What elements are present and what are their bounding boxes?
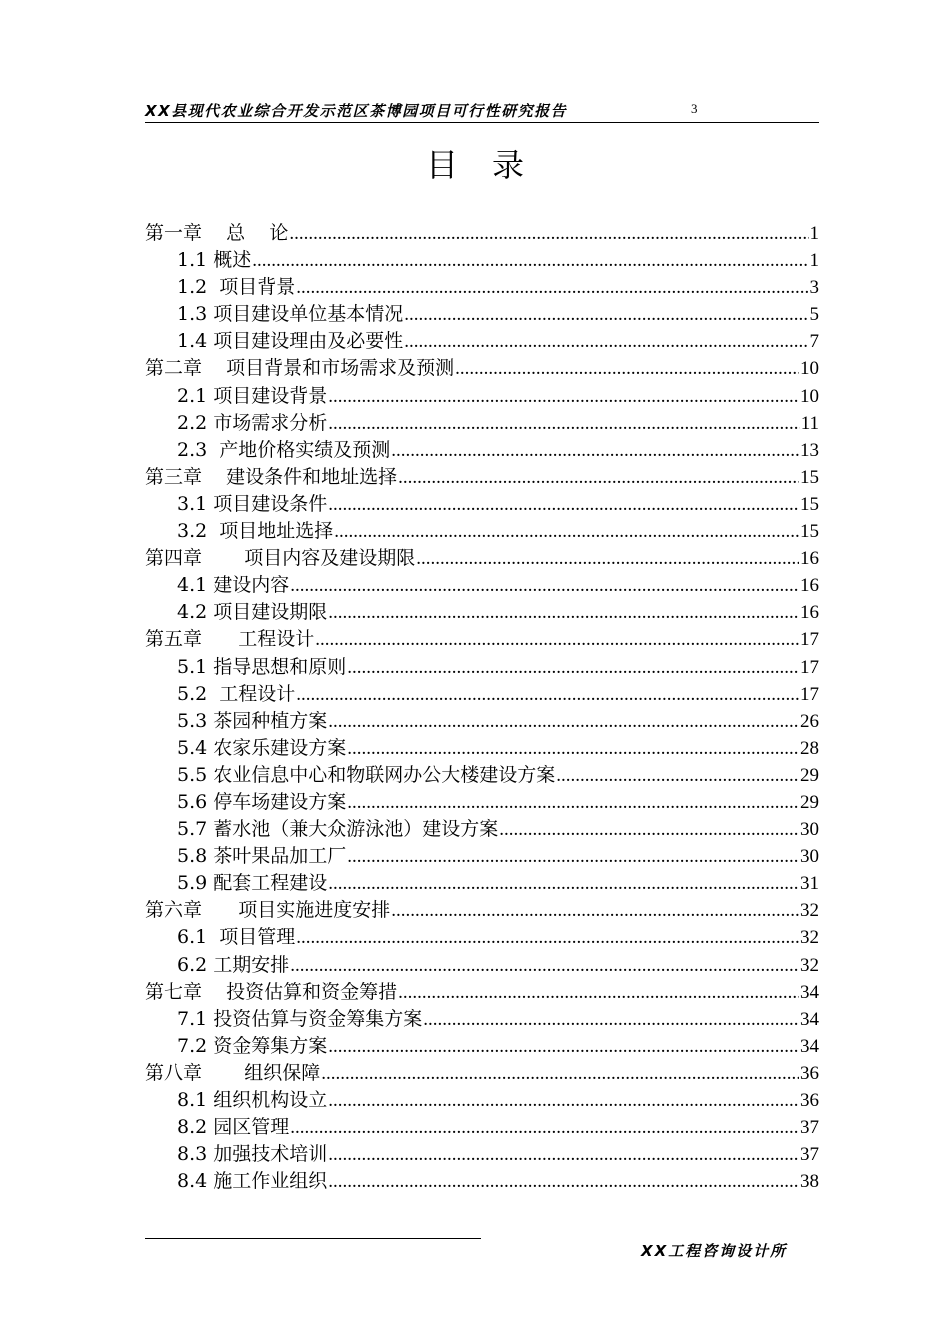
footer-organization: XX工程咨询设计所	[641, 1242, 788, 1260]
toc-section-entry[interactable]	[145, 328, 819, 355]
toc-entry-page-number: 15	[800, 493, 819, 515]
toc-entry-page-number: 3	[809, 277, 819, 299]
toc-entry-label: 2.2 市场需求分析	[177, 411, 328, 434]
toc-entry-label: 第六章 项目实施进度安排	[145, 899, 391, 922]
toc-entry-page-number: 26	[800, 710, 819, 732]
toc-dot-leader	[290, 1114, 799, 1141]
toc-entry-label: 4.1 建设内容	[177, 574, 290, 597]
toc-entry-label: 4.2 项目建设期限	[177, 601, 328, 624]
toc-entry-page-number: 1	[809, 250, 819, 272]
toc-section-entry[interactable]	[145, 1141, 819, 1168]
footer-divider	[145, 1238, 481, 1239]
toc-section-entry[interactable]	[145, 735, 819, 762]
toc-section-entry[interactable]	[145, 1087, 819, 1114]
toc-entry-label: 3.1 项目建设条件	[177, 492, 328, 515]
toc-entry-page-number: 36	[800, 1062, 819, 1084]
toc-section-entry[interactable]	[145, 1168, 819, 1195]
toc-dot-leader	[328, 870, 799, 897]
toc-section-entry[interactable]	[145, 843, 819, 870]
toc-dot-leader	[252, 247, 808, 274]
toc-section-entry[interactable]	[145, 247, 819, 274]
toc-entry-label: 2.3 产地价格实绩及预测	[177, 438, 391, 461]
toc-entry-label: 5.8 茶叶果品加工厂	[177, 845, 347, 868]
toc-section-entry[interactable]	[145, 654, 819, 681]
toc-dot-leader	[328, 383, 799, 410]
toc-dot-leader	[347, 735, 799, 762]
toc-section-entry[interactable]	[145, 762, 819, 789]
page-header	[145, 96, 819, 123]
table-of-contents	[145, 220, 819, 1195]
toc-chapter-entry[interactable]	[145, 545, 819, 572]
toc-entry-label: 7.2 资金筹集方案	[177, 1034, 328, 1057]
toc-entry-label: 1.3 项目建设单位基本情况	[177, 303, 404, 326]
toc-entry-page-number: 32	[800, 900, 819, 922]
toc-entry-page-number: 37	[800, 1117, 819, 1139]
toc-entry-label: 5.9 配套工程建设	[177, 872, 328, 895]
toc-dot-leader	[398, 979, 799, 1006]
toc-entry-label: 第八章 组织保障	[145, 1061, 321, 1084]
toc-entry-page-number: 34	[800, 1035, 819, 1057]
toc-dot-leader	[423, 1006, 799, 1033]
toc-section-entry[interactable]	[145, 816, 819, 843]
toc-section-entry[interactable]	[145, 599, 819, 626]
toc-dot-leader	[315, 626, 799, 653]
toc-chapter-entry[interactable]	[145, 1060, 819, 1087]
report-title: XX县现代农业综合开发示范区茶博园项目可行性研究报告	[145, 102, 568, 120]
toc-entry-label: 5.2 工程设计	[177, 682, 296, 705]
toc-dot-leader	[347, 654, 799, 681]
toc-entry-label: 1.2 项目背景	[177, 276, 296, 299]
toc-dot-leader	[416, 545, 799, 572]
toc-entry-page-number: 15	[800, 521, 819, 543]
toc-section-entry[interactable]	[145, 924, 819, 951]
toc-entry-label: 5.3 茶园种植方案	[177, 709, 328, 732]
toc-section-entry[interactable]	[145, 1033, 819, 1060]
toc-entry-label: 1.4 项目建设理由及必要性	[177, 330, 404, 353]
toc-section-entry[interactable]	[145, 410, 819, 437]
toc-entry-label: 8.4 施工作业组织	[177, 1170, 328, 1193]
toc-entry-label: 6.1 项目管理	[177, 926, 296, 949]
toc-heading: 目录	[425, 146, 558, 184]
toc-entry-page-number: 16	[800, 602, 819, 624]
toc-entry-page-number: 13	[800, 439, 819, 461]
toc-dot-leader	[455, 355, 799, 382]
toc-entry-page-number: 38	[800, 1171, 819, 1193]
toc-dot-leader	[404, 301, 808, 328]
toc-dot-leader	[296, 274, 808, 301]
toc-chapter-entry[interactable]	[145, 355, 819, 382]
toc-entry-label: 5.7 蓄水池（兼大众游泳池）建设方案	[177, 818, 499, 841]
toc-entry-page-number: 11	[800, 412, 819, 434]
toc-entry-label: 第四章 项目内容及建设期限	[145, 547, 416, 570]
toc-entry-page-number: 34	[800, 1008, 819, 1030]
toc-section-entry[interactable]	[145, 1114, 819, 1141]
toc-entry-label: 5.4 农家乐建设方案	[177, 736, 347, 759]
toc-section-entry[interactable]	[145, 952, 819, 979]
toc-entry-page-number: 16	[800, 575, 819, 597]
toc-dot-leader	[334, 518, 799, 545]
toc-section-entry[interactable]	[145, 491, 819, 518]
toc-entry-label: 2.1 项目建设背景	[177, 384, 328, 407]
toc-chapter-entry[interactable]	[145, 979, 819, 1006]
toc-entry-page-number: 32	[800, 954, 819, 976]
toc-entry-label: 第二章 项目背景和市场需求及预测	[145, 357, 455, 380]
toc-entry-page-number: 5	[809, 304, 819, 326]
toc-dot-leader	[290, 572, 799, 599]
toc-entry-label: 第五章 工程设计	[145, 628, 315, 651]
toc-dot-leader	[391, 897, 799, 924]
toc-entry-page-number: 7	[809, 331, 819, 353]
toc-section-entry[interactable]	[145, 572, 819, 599]
toc-dot-leader	[328, 708, 799, 735]
toc-entry-page-number: 16	[800, 548, 819, 570]
toc-section-entry[interactable]	[145, 274, 819, 301]
toc-section-entry[interactable]	[145, 437, 819, 464]
toc-entry-page-number: 28	[800, 737, 819, 759]
toc-dot-leader	[404, 328, 808, 355]
toc-section-entry[interactable]	[145, 301, 819, 328]
toc-entry-label: 6.2 工期安排	[177, 953, 290, 976]
toc-section-entry[interactable]	[145, 1006, 819, 1033]
toc-entry-page-number: 31	[800, 873, 819, 895]
toc-entry-label: 8.2 园区管理	[177, 1116, 290, 1139]
toc-dot-leader	[556, 762, 799, 789]
toc-entry-label: 第一章 总 论	[145, 222, 289, 244]
toc-chapter-entry[interactable]	[145, 897, 819, 924]
toc-dot-leader	[328, 410, 799, 437]
toc-dot-leader	[328, 1087, 799, 1114]
toc-dot-leader	[328, 1141, 799, 1168]
toc-dot-leader	[289, 220, 808, 247]
toc-dot-leader	[321, 1060, 799, 1087]
toc-entry-page-number: 37	[800, 1144, 819, 1166]
toc-dot-leader	[347, 843, 799, 870]
toc-dot-leader	[290, 952, 799, 979]
toc-entry-label: 8.1 组织机构设立	[177, 1089, 328, 1111]
toc-entry-page-number: 10	[800, 358, 819, 380]
toc-dot-leader	[347, 789, 799, 816]
toc-entry-page-number: 36	[800, 1090, 819, 1111]
toc-section-entry[interactable]	[145, 681, 819, 708]
toc-entry-label: 1.1 概述	[177, 249, 252, 272]
header-page-number: 3	[691, 101, 698, 116]
toc-dot-leader	[328, 599, 799, 626]
toc-chapter-entry[interactable]	[145, 626, 819, 653]
toc-entry-label: 8.3 加强技术培训	[177, 1143, 328, 1166]
toc-dot-leader	[398, 464, 799, 491]
toc-entry-page-number: 1	[809, 223, 819, 244]
toc-section-entry[interactable]	[145, 518, 819, 545]
toc-dot-leader	[328, 1168, 799, 1195]
toc-entry-page-number: 30	[800, 819, 819, 841]
toc-entry-page-number: 17	[800, 629, 819, 651]
toc-entry-label: 3.2 项目地址选择	[177, 520, 334, 543]
toc-entry-page-number: 32	[800, 927, 819, 949]
toc-dot-leader	[391, 437, 799, 464]
toc-dot-leader	[296, 681, 799, 708]
toc-entry-page-number: 29	[800, 791, 819, 813]
toc-dot-leader	[296, 924, 799, 951]
toc-section-entry[interactable]	[145, 870, 819, 897]
toc-dot-leader	[328, 491, 799, 518]
toc-chapter-entry[interactable]	[145, 220, 819, 247]
toc-entry-page-number: 15	[800, 466, 819, 488]
toc-entry-page-number: 17	[800, 683, 819, 705]
toc-section-entry[interactable]	[145, 789, 819, 816]
toc-dot-leader	[499, 816, 799, 843]
toc-entry-page-number: 17	[800, 656, 819, 678]
toc-entry-page-number: 29	[800, 764, 819, 786]
toc-entry-page-number: 34	[800, 981, 819, 1003]
toc-entry-page-number: 10	[800, 385, 819, 407]
toc-entry-label: 5.6 停车场建设方案	[177, 790, 347, 813]
toc-chapter-entry[interactable]	[145, 464, 819, 491]
toc-entry-label: 第三章 建设条件和地址选择	[145, 465, 398, 488]
toc-entry-page-number: 30	[800, 846, 819, 868]
toc-entry-label: 第七章 投资估算和资金筹措	[145, 980, 398, 1003]
toc-section-entry[interactable]	[145, 708, 819, 735]
toc-entry-label: 5.1 指导思想和原则	[177, 655, 347, 678]
toc-section-entry[interactable]	[145, 383, 819, 410]
toc-dot-leader	[328, 1033, 799, 1060]
toc-entry-label: 5.5 农业信息中心和物联网办公大楼建设方案	[177, 763, 556, 786]
toc-entry-label: 7.1 投资估算与资金筹集方案	[177, 1007, 423, 1030]
